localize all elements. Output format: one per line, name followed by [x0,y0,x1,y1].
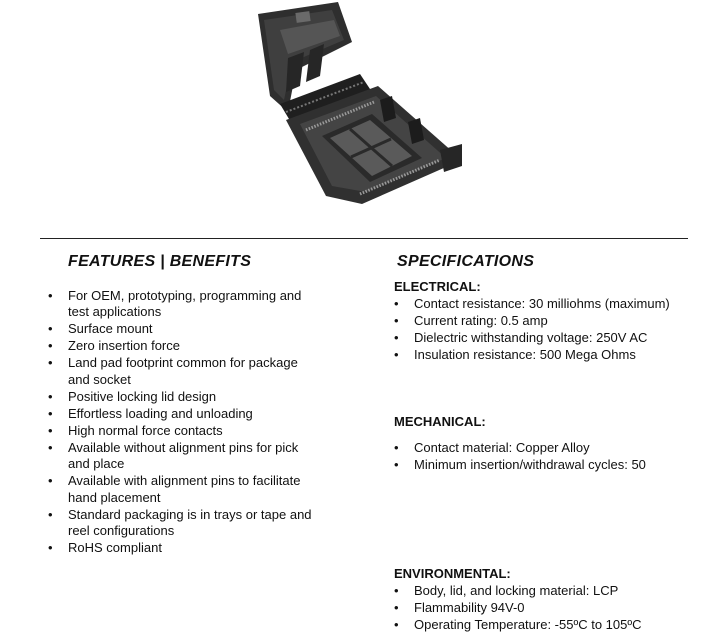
environmental-list [394,583,694,634]
list-item: • Effortless loading and unloading [48,406,318,422]
list-item: • Current rating: 0.5 amp [394,313,694,329]
list-item: • Available without alignment pins for pick and place [48,440,318,473]
mechanical-heading: MECHANICAL: [394,414,486,429]
section-divider [40,238,688,239]
list-item: • Land pad footprint common for package and socket [48,355,318,388]
list-item: • Available with alignment pins to facilitate hand placement [48,473,318,506]
socket-product-image [240,0,470,215]
list-item: • Contact resistance: 30 milliohms (maximum) [394,296,694,312]
electrical-heading: ELECTRICAL: [394,279,481,294]
specifications-heading: SPECIFICATIONS [397,253,535,270]
list-item: • Contact material: Copper Alloy [394,440,694,456]
list-item: • Operating Temperature: -55ºC to 105ºC [394,617,694,633]
list-item: • Standard packaging is in trays or tape and reel configurations [48,507,318,540]
list-item: • Insulation resistance: 500 Mega Ohms [394,347,694,363]
features-list [48,288,318,557]
list-item: • Flammability 94V-0 [394,600,694,616]
environmental-heading: ENVIRONMENTAL: [394,566,511,581]
mechanical-list [394,440,694,474]
list-item: • Positive locking lid design [48,389,318,405]
list-item: • RoHS compliant [48,540,318,556]
list-item: • Minimum insertion/withdrawal cycles: 50 [394,457,694,473]
list-item: • Surface mount [48,321,318,337]
list-item: • Body, lid, and locking material: LCP [394,583,694,599]
list-item: • For OEM, prototyping, programming and test applications [48,288,318,321]
list-item: • Zero insertion force [48,338,318,354]
electrical-list [394,296,694,364]
list-item: • High normal force contacts [48,423,318,439]
features-heading: FEATURES | BENEFITS [68,253,252,270]
list-item: • Dielectric withstanding voltage: 250V AC [394,330,694,346]
